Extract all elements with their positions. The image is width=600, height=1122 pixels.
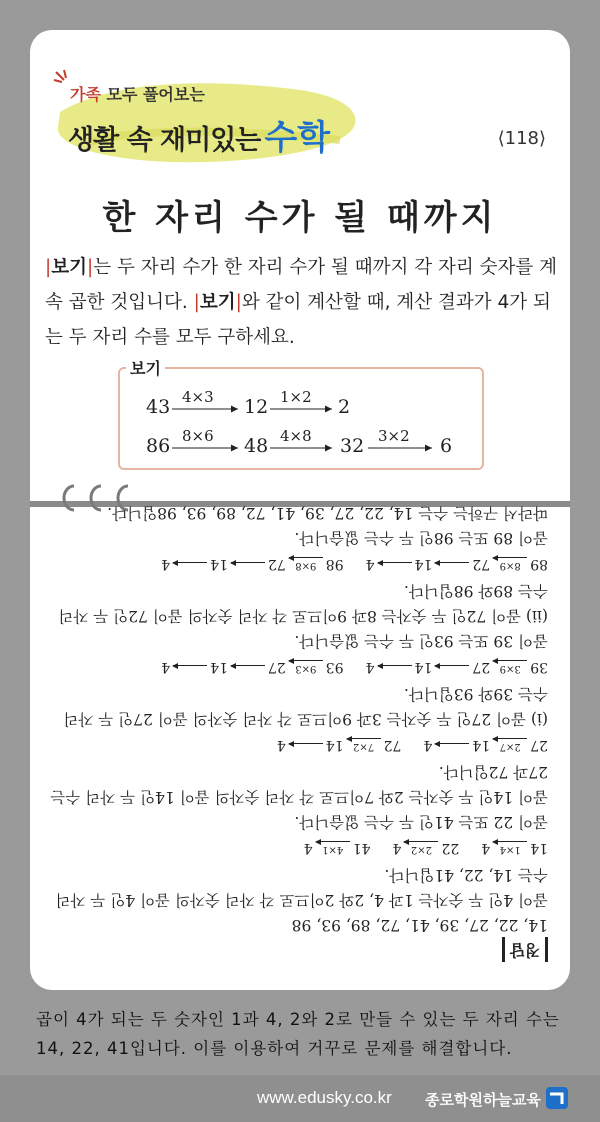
c1-e: 41 [352, 840, 371, 857]
answer-l3: 수는 14, 22, 41입니다. [384, 866, 548, 884]
answer-header [48, 937, 548, 962]
header-subtitle-rest: 모두 풀어보는 [100, 85, 205, 104]
answer-l11: 수는 89와 98입니다. [403, 582, 548, 600]
hint-text: 곱이 4가 되는 두 숫자인 1과 4, 2와 2로 만들 수 있는 두 자리 수는 14, 22, 41입니다. 이를 이용하여 거꾸로 문제를 해결합니다. [36, 1010, 560, 1058]
ex2-n2: 32 [340, 435, 365, 457]
ex1-n2: 2 [338, 396, 351, 418]
answer-chain-1 [48, 834, 548, 862]
question-part2: 와 같이 계산할 때, 계산 결과가 4가 되는 두 자리 수를 모두 구하세요. [45, 292, 551, 348]
ex2-op2: 4×8 [280, 427, 312, 445]
answer-l8: 수는 39와 93입니다. [403, 685, 548, 703]
ex2-op3: 3×2 [378, 427, 410, 445]
ex1-op2: 1×2 [280, 388, 312, 406]
answer-l4: 곱이 22 또는 41인 두 수는 없습니다. [294, 813, 548, 831]
ex1-op1: 4×3 [182, 388, 214, 406]
page-title: 한 자리 수가 될 때까지 [102, 198, 498, 238]
answer-l6: 27과 72입니다. [438, 763, 548, 781]
example-diagram [120, 369, 486, 472]
answer-chain-2: 27 2×7 14 4 72 7×2 14 4 [276, 737, 548, 754]
answer-l1: 14, 22, 27, 39, 41, 72, 89, 93, 98 [291, 916, 548, 934]
c1-d: 4 [392, 840, 402, 857]
series-title-math: 수학 [264, 118, 331, 158]
example-tag: |보기| [45, 257, 94, 278]
answer-tag: 정답 [502, 937, 548, 962]
header-subtitle [70, 82, 205, 105]
answer-l5: 곱이 14인 두 숫자는 2와 7이므로 각 자리 숫자의 곱이 14인 두 자리 수는 [50, 788, 548, 806]
puzzle-card [30, 30, 570, 990]
c1-arrow-c: 2×2 [404, 842, 438, 855]
answer-l7: (i) 곱이 27인 두 숫자는 3과 9이므로 각 자리 숫자의 곱이 27인 두 자리 [63, 710, 548, 728]
c1-c: 22 [441, 840, 460, 857]
c1-f: 4 [303, 840, 313, 857]
answer-chain-3: 39 3×9 27 14 4 93 9×3 27 14 4 [161, 659, 548, 676]
series-title-text: 생활 속 재미있는 [68, 125, 261, 156]
ex2-n1: 48 [244, 435, 269, 457]
answer-section-upside-down [30, 504, 570, 982]
ex1-n0: 43 [146, 396, 171, 418]
footer-bar [0, 1075, 600, 1122]
answer-l12: 곱이 89 또는 98인 두 수는 없습니다. [294, 529, 548, 547]
answer-l2: 곱이 4인 두 숫자는 1과 4, 2와 2이므로 각 자리 숫자의 곱이 4인 두 자리 [55, 891, 548, 909]
example-box-label: 보기 [126, 356, 165, 379]
question-part1: 는 두 자리 수가 한 자리 수가 될 때까지 각 자리 숫자를 계속 곱한 것입니다. [45, 257, 557, 313]
answer-l9: 곱이 39 또는 93인 두 수는 없습니다. [294, 632, 548, 650]
company-logo-icon [545, 1086, 569, 1110]
puzzle-number: ⟨118⟩ [497, 128, 546, 149]
footer-url-link[interactable]: www.edusky.co.kr [257, 1088, 392, 1107]
ex2-n0: 86 [146, 435, 171, 457]
example-box [118, 359, 484, 470]
ex2-op1: 8×6 [182, 427, 214, 445]
question-text [45, 250, 560, 355]
ex2-n3: 6 [440, 435, 453, 457]
c1-arrow-a: 1×4 [493, 842, 527, 855]
header-highlight: 가족 [70, 85, 101, 104]
series-title [68, 110, 330, 159]
ex1-n1: 12 [244, 396, 269, 418]
answer-l13: 따라서 구하는 수는 14, 22, 27, 39, 41, 72, 89, 93, 98입니다. [107, 504, 548, 522]
footer-company: 종로학원하늘교육 [425, 1091, 541, 1109]
c1-arrow-e: 4×1 [316, 842, 350, 855]
c1-a: 14 [530, 840, 548, 857]
example-tag-2: |보기| [193, 292, 242, 313]
c1-b: 4 [481, 840, 491, 857]
answer-chain-4: 89 8×9 72 14 4 98 9×8 72 14 4 [161, 556, 548, 573]
answer-l10: (ii) 곱이 72인 두 숫자는 8과 9이므로 각 자리 숫자의 곱이 72인 두 자리 [58, 607, 548, 625]
